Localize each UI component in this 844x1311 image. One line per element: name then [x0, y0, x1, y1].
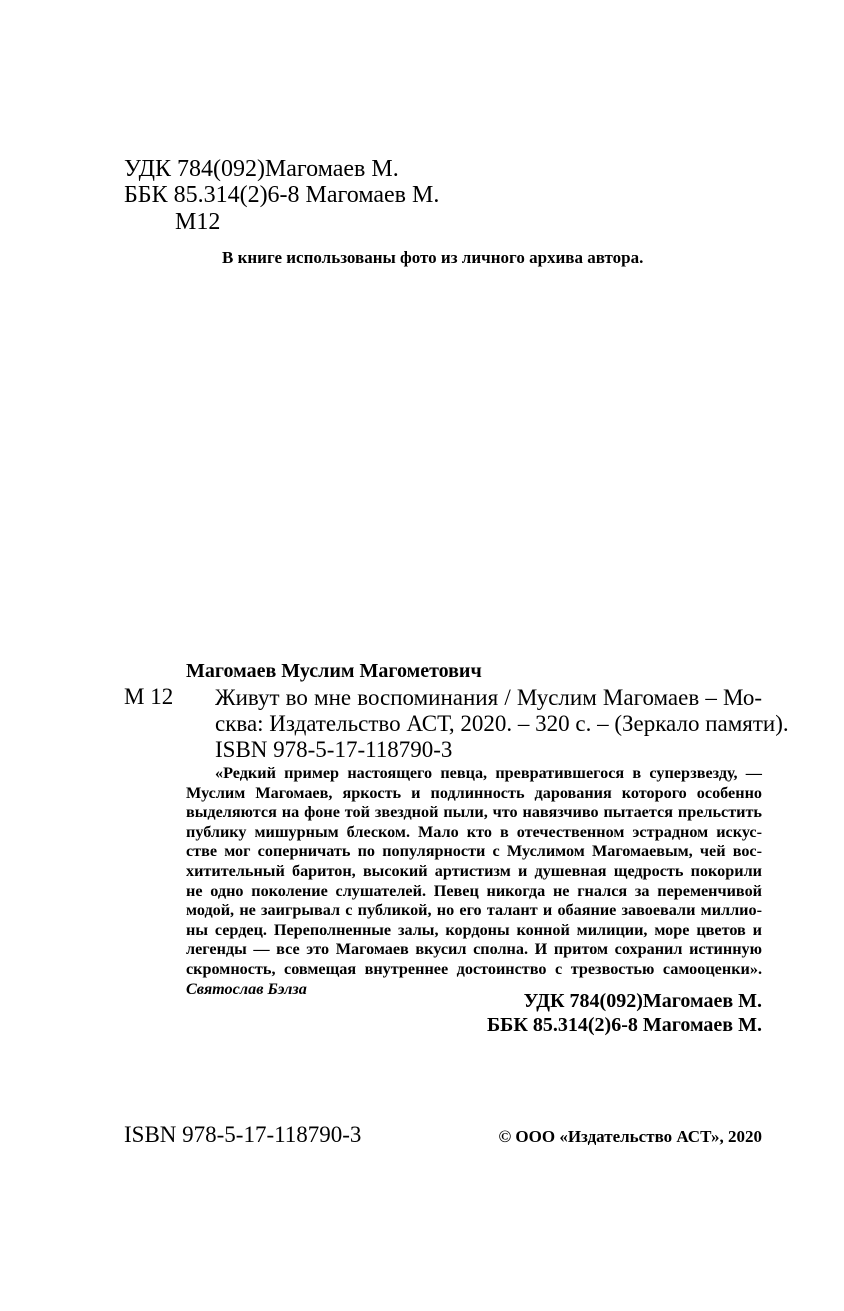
catalog-bbk: ББК 85.314(2)6-8 Магомаев М. [486, 1014, 762, 1036]
annotation-line: Муслим Магомаев, яркость и подлинность дарования которого особенно [186, 783, 762, 802]
catalog-annotation [186, 764, 762, 999]
annotation-line: ны сердец. Переполненные залы, кордоны конной милиции, море цветов и [186, 920, 762, 939]
catalog-author: Магомаев Муслим Магометович [186, 660, 482, 682]
header-udk: УДК 784(092)Магомаев М. [124, 156, 399, 182]
header-author-code: М12 [175, 209, 221, 235]
annotation-line: скромность, совмещая внутреннее достоинство с трезвостью самооценки». [186, 959, 762, 978]
header-bbk: ББК 85.314(2)6-8 Магомаев М. [124, 182, 440, 208]
catalog-udk: УДК 784(092)Магомаев М. [523, 990, 762, 1012]
footer-isbn: ISBN 978-5-17-118790-3 [124, 1122, 362, 1147]
annotation-line: хитительный баритон, высокий артистизм и душевная щедрость покорили [186, 861, 762, 880]
catalog-title-line: сква: Издательство АСТ, 2020. – 320 с. – (Зеркало памяти). [215, 711, 789, 736]
annotation-line: публику мишурным блеском. Мало кто в отечественном эстрадном искус- [186, 822, 762, 841]
annotation-line: стве мог соперничать по популярности с Муслимом Магомаевым, чей вос- [186, 842, 762, 861]
annotation-signature: Святослав Бэлза [186, 979, 307, 998]
catalog-side-code: М 12 [124, 684, 174, 709]
catalog-isbn: ISBN 978-5-17-118790-3 [215, 737, 453, 762]
catalog-title [215, 685, 789, 737]
annotation-line: «Редкий пример настоящего певца, превратившегося в суперзвезду, — [215, 764, 762, 782]
annotation-line: модой, не заигрывал с публикой, но его талант и обаяние завоевали миллио- [186, 901, 762, 920]
catalog-title-line: Живут во мне воспоминания / Муслим Магомаев – Мо- [215, 685, 762, 710]
annotation-line: не одно поколение слушателей. Певец никогда не гнался за переменчивой [186, 881, 762, 900]
annotation-line: легенды — все это Магомаев вкусил сполна. И притом сохранил истинную [186, 940, 762, 959]
photo-note: В книге использованы фото из личного архива автора. [222, 248, 644, 267]
footer-copyright: © ООО «Издательство АСТ», 2020 [498, 1127, 762, 1146]
annotation-line: выделяются на фоне той звездной пыли, что навязчиво пытается прельстить [186, 803, 762, 822]
